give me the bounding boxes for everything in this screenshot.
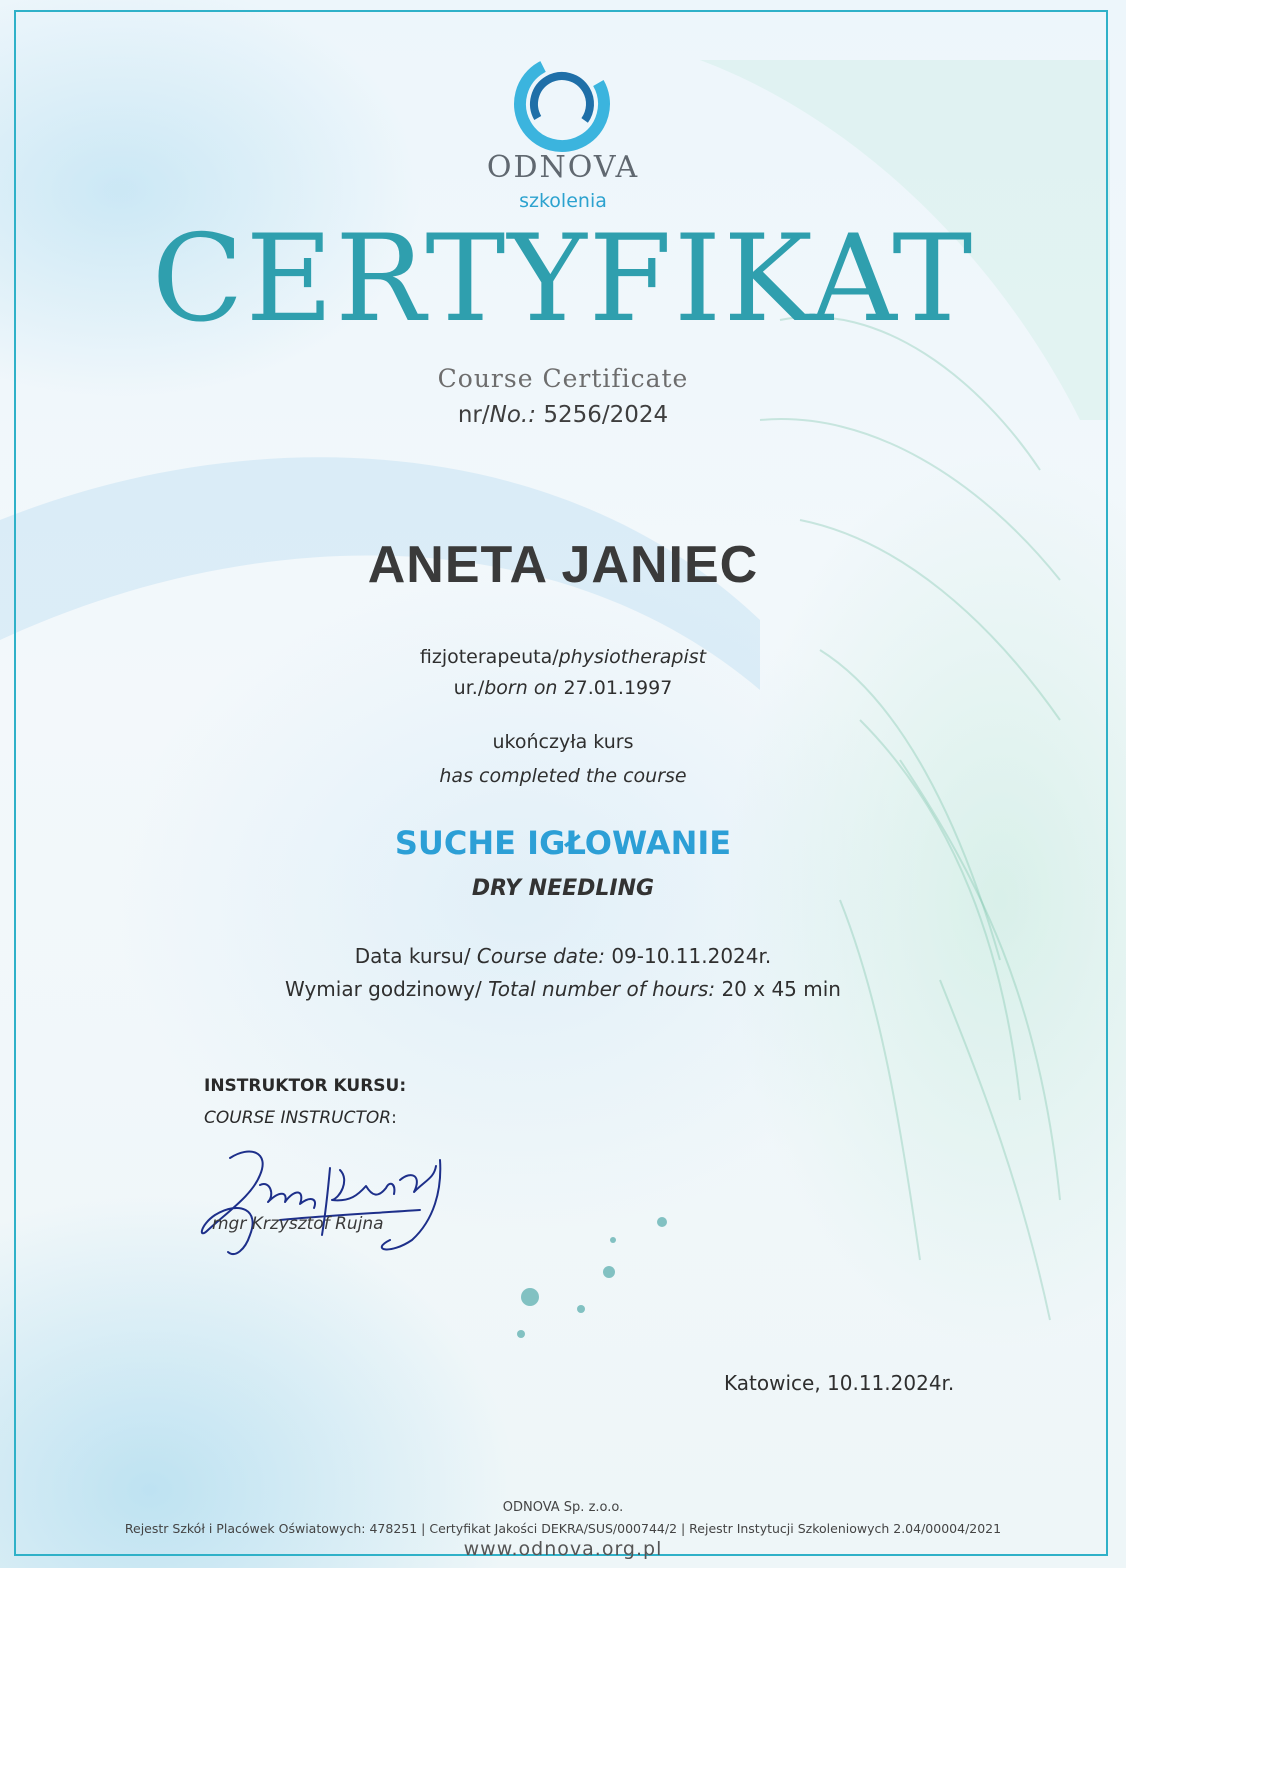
profession-en: physiotherapist <box>558 646 707 668</box>
number-prefix: nr/ <box>457 402 490 428</box>
recipient-profession <box>0 646 1126 668</box>
hours-label-pl: Wymiar godzinowy/ <box>285 977 482 1001</box>
completed-en: has completed the course <box>439 765 687 787</box>
recipient-name: ANETA JANIEC <box>367 536 759 594</box>
course-name-pl: SUCHE IGŁOWANIE <box>394 824 732 862</box>
course-date <box>0 944 1126 968</box>
profession-pl: fizjoterapeuta/ <box>419 646 559 668</box>
place-and-date: Katowice, 10.11.2024r. <box>724 1371 955 1395</box>
instructor-heading-colon: : <box>391 1108 397 1128</box>
footer-website: www.odnova.org.pl <box>463 1538 663 1560</box>
course-name-en: DRY NEEDLING <box>471 876 655 901</box>
date-label-pl: Data kursu/ <box>354 944 471 968</box>
logo-subtitle: szkolenia <box>519 190 607 212</box>
completed-pl: ukończyła kurs <box>492 731 634 753</box>
recipient-birth <box>0 677 1126 699</box>
certificate-number <box>0 402 1126 428</box>
date-label-en: Course date: <box>476 944 605 968</box>
number-value: 5256/2024 <box>543 402 669 428</box>
instructor-signature <box>190 1140 460 1265</box>
instructor-heading-en-line <box>204 1108 397 1128</box>
footer-registry: Rejestr Szkół i Placówek Oświatowych: 478251 | Certyfikat Jakości DEKRA/SUS/000744/2 | Rejestr Instytucji Szkoleniowych 2.04/00004/2021 <box>124 1521 1002 1536</box>
instructor-heading-pl: INSTRUKTOR KURSU: <box>204 1076 407 1096</box>
instructor-heading-en: COURSE INSTRUCTOR <box>204 1108 392 1128</box>
date-value: 09-10.11.2024r. <box>611 944 772 968</box>
footer-company: ODNOVA Sp. z.o.o. <box>502 1500 624 1515</box>
hours-label-en: Total number of hours: <box>488 977 716 1001</box>
born-pl: ur./ <box>453 677 485 699</box>
certificate-subtitle: Course Certificate <box>437 364 689 393</box>
number-prefix-en: No.: <box>489 402 536 428</box>
swirl-ring-logo-icon <box>508 50 616 158</box>
certificate-title: CERTYFIKAT <box>151 210 975 349</box>
course-hours <box>0 977 1126 1001</box>
hours-value: 20 x 45 min <box>721 977 841 1001</box>
logo-brand-name: ODNOVA <box>486 150 640 185</box>
birth-date: 27.01.1997 <box>563 677 673 699</box>
born-en: born on <box>484 677 558 699</box>
instructor-name: mgr Krzysztof Rujna <box>212 1214 384 1234</box>
